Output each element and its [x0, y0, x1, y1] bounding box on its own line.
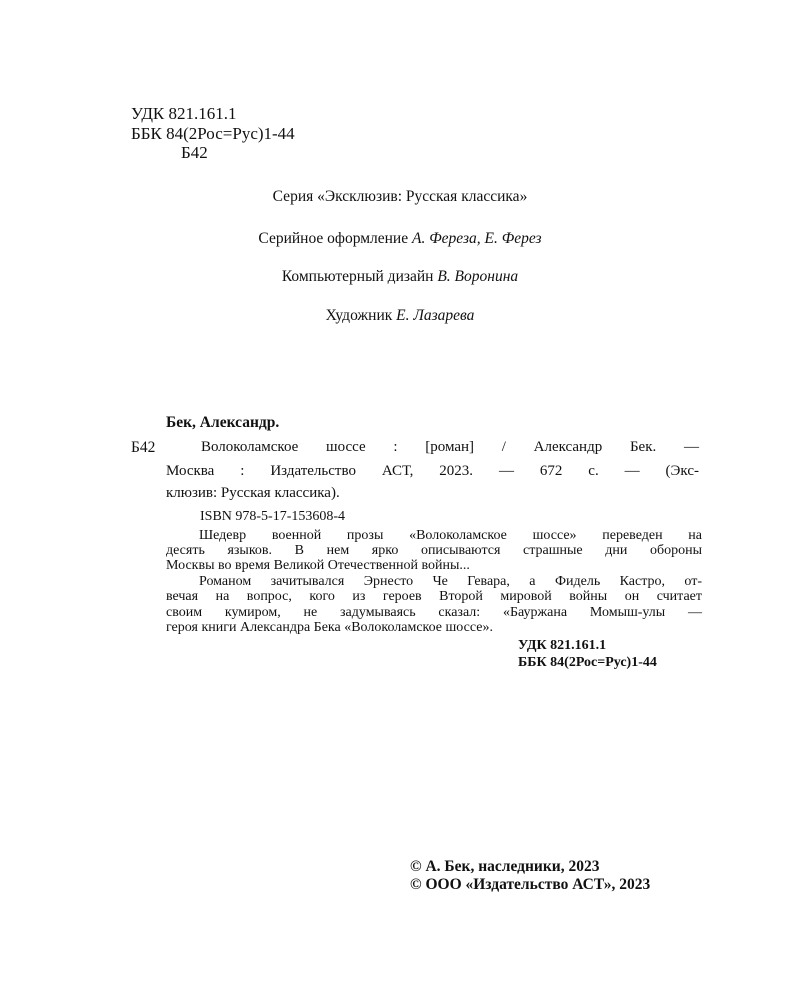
catalog-udk: УДК 821.161.1 [518, 638, 607, 653]
series-design-name: А. Фереза, Е. Ферез [411, 230, 542, 247]
catalog-code: Б42 [131, 439, 156, 456]
computer-design-line [0, 268, 800, 286]
author-code-header: Б42 [181, 143, 208, 162]
bbk-header: ББК 84(2Рос=Рус)1-44 [131, 124, 295, 143]
series-design-label: Серийное оформление [258, 230, 409, 247]
catalog-title-line-2: Москва : Издательство АСТ, 2023. — 672 с. — (Экс- [166, 463, 699, 479]
computer-design-label: Компьютерный дизайн [281, 268, 434, 285]
artist-line [0, 307, 800, 325]
annotation-line-4: Романом зачитывался Эрнесто Че Гевара, а Фидель Кастро, от- [199, 574, 702, 589]
artist-name: Е. Лазарева [396, 307, 475, 324]
udk-header: УДК 821.161.1 [131, 104, 237, 123]
copyright-publisher: © ООО «Издательство АСТ», 2023 [410, 876, 651, 893]
catalog-author: Бек, Александр. [166, 414, 280, 431]
annotation-line-2: десять языков. В нем ярко описываются страшные дни обороны [166, 543, 702, 558]
catalog-title-line-1: Волоколамское шоссе : [роман] / Александр Бек. — [201, 439, 699, 455]
annotation-line-1: Шедевр военной прозы «Волоколамское шоссе» переведен на [199, 528, 702, 543]
series-design-line [0, 230, 800, 248]
copyright-author: © А. Бек, наследники, 2023 [410, 858, 600, 875]
catalog-title-line-3: клюзив: Русская классика). [166, 485, 340, 501]
annotation-line-7: героя книги Александра Бека «Волоколамское шоссе». [166, 620, 493, 635]
annotation-line-6: своим кумиром, не задумываясь сказал: «Бауржана Момыш-улы — [166, 605, 702, 620]
catalog-bbk: ББК 84(2Рос=Рус)1-44 [518, 655, 657, 670]
annotation-line-5: вечая на вопрос, кого из героев Второй мировой войны он считает [166, 589, 702, 604]
annotation-line-3: Москвы во время Великой Отечественной войны... [166, 558, 470, 573]
artist-label: Художник [325, 307, 393, 324]
isbn: ISBN 978-5-17-153608-4 [200, 509, 346, 524]
series-line: Серия «Эксклюзив: Русская классика» [272, 188, 528, 205]
computer-design-name: В. Воронина [437, 268, 519, 285]
